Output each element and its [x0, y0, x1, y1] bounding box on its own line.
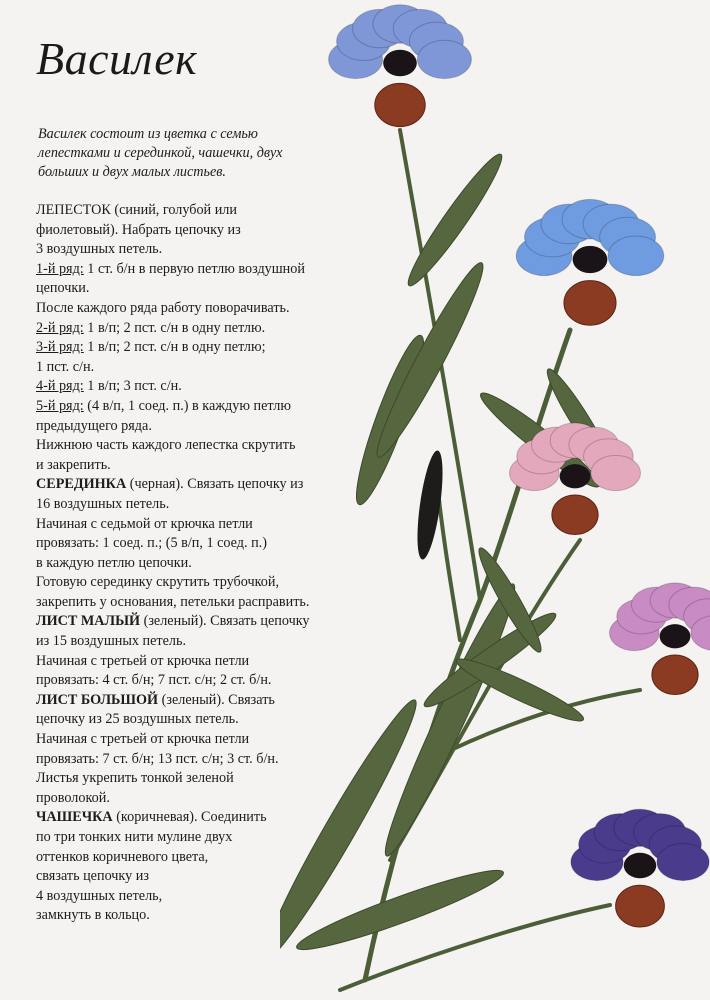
- row-label: 3-й ряд:: [36, 339, 84, 356]
- calyx: [552, 495, 598, 535]
- instruction-text: по три тонких нити мулине двух: [36, 829, 233, 845]
- flower-magenta: [610, 583, 710, 695]
- section-heading: СЕРЕДИНКА: [36, 476, 127, 493]
- instruction-text: из 15 воздушных петель.: [36, 633, 187, 650]
- instruction-text: закрепить у основания, петельки расправить.: [36, 593, 310, 610]
- instruction-text: провязать: 1 соед. п.; (5 в/п, 1 соед. п.): [36, 535, 267, 552]
- flower-center: [660, 624, 691, 648]
- instruction-text: (черная). Связать цепочку из: [126, 476, 304, 493]
- instruction-text: (коричневая). Соединить: [112, 809, 267, 826]
- instruction-text: предыдущего ряда.: [36, 417, 152, 434]
- calyx: [564, 281, 616, 326]
- instruction-text: провязать: 4 ст. б/н; 7 пст. с/н; 2 ст. б/н.: [36, 672, 272, 689]
- instruction-text: 16 воздушных петель.: [36, 495, 170, 512]
- instruction-text: фиолетовый). Набрать цепочку из: [36, 221, 241, 238]
- instruction-text: Начиная с третьей от крючка петли: [36, 731, 250, 748]
- petal: [608, 236, 664, 276]
- instruction-text: (зеленый). Связать цепочку: [140, 613, 310, 630]
- page-title: Василек: [36, 33, 198, 84]
- intro-line: Василек состоит из цветка с семью: [38, 126, 258, 142]
- row-label: 2-й ряд:: [36, 319, 84, 336]
- section-heading: ЛИСТ МАЛЫЙ: [36, 613, 141, 630]
- instruction-text: После каждого ряда работу поворачивать.: [36, 299, 290, 316]
- instruction-text: 1 в/п; 3 пст. с/н.: [83, 378, 182, 395]
- instruction-text: Начиная с седьмой от крючка петли: [36, 515, 253, 532]
- leaf: [367, 257, 493, 463]
- instruction-text: в каждую петлю цепочки.: [36, 554, 192, 571]
- instruction-text: провязать: 7 ст. б/н; 13 пст. с/н; 3 ст. б/н.: [36, 750, 279, 767]
- flower-center: [573, 246, 608, 273]
- cornflower-illustration: [280, 0, 710, 1000]
- instruction-text: 1 пст. с/н.: [36, 358, 95, 375]
- intro-line: больших и двух малых листьев.: [38, 164, 226, 180]
- row-label: 4-й ряд:: [36, 378, 84, 395]
- instruction-text: 4 воздушных петель,: [36, 887, 163, 904]
- flower-light-blue: [516, 199, 664, 325]
- instruction-text: 3 воздушных петель.: [36, 241, 163, 258]
- instruction-text: связать цепочку из: [36, 868, 149, 885]
- flower-blue: [329, 5, 472, 127]
- flower-center: [624, 853, 656, 879]
- instruction-text: оттенков коричневого цвета,: [36, 848, 209, 865]
- instruction-text: 1 в/п; 2 пст. с/н в одну петлю.: [83, 319, 266, 336]
- calyx: [652, 655, 698, 695]
- instruction-text: (4 в/п, 1 соед. п.) в каждую петлю: [83, 397, 291, 414]
- calyx: [616, 885, 665, 927]
- petal: [657, 843, 709, 880]
- instruction-text: и закрепить.: [36, 456, 111, 473]
- row-label: 5-й ряд:: [36, 397, 84, 414]
- instruction-text: цепочки.: [36, 280, 90, 297]
- intro-line: лепестками и серединкой, чашечки, двух: [38, 145, 283, 161]
- petal: [591, 455, 641, 490]
- instruction-text: (зеленый). Связать: [158, 691, 275, 708]
- petal: [417, 40, 471, 78]
- instruction-text: цепочку из 25 воздушных петель.: [36, 711, 239, 728]
- instruction-text: ЛЕПЕСТОК (синий, голубой или: [36, 202, 237, 218]
- flower-center: [560, 464, 591, 488]
- instruction-text: проволокой.: [36, 789, 110, 806]
- instruction-text: Листья укрепить тонкой зеленой: [36, 770, 234, 787]
- instruction-text: Начиная с третьей от крючка петли: [36, 652, 250, 669]
- instruction-text: 1 в/п; 2 пст. с/н в одну петлю;: [83, 339, 266, 356]
- section-heading: ЛИСТ БОЛЬШОЙ: [36, 691, 159, 708]
- dark-bud: [412, 449, 447, 561]
- row-label: 1-й ряд:: [36, 260, 84, 277]
- calyx: [375, 83, 425, 126]
- instruction-text: замкнуть в кольцо.: [36, 907, 150, 924]
- instruction-text: Нижнюю часть каждого лепестка скрутить: [36, 437, 296, 454]
- flower-center: [383, 50, 417, 76]
- section-heading: ЧАШЕЧКА: [36, 809, 113, 826]
- instruction-text: 1 ст. б/н в первую петлю воздушной: [83, 260, 305, 277]
- instruction-text: Готовую серединку скрутить трубочкой,: [36, 574, 279, 591]
